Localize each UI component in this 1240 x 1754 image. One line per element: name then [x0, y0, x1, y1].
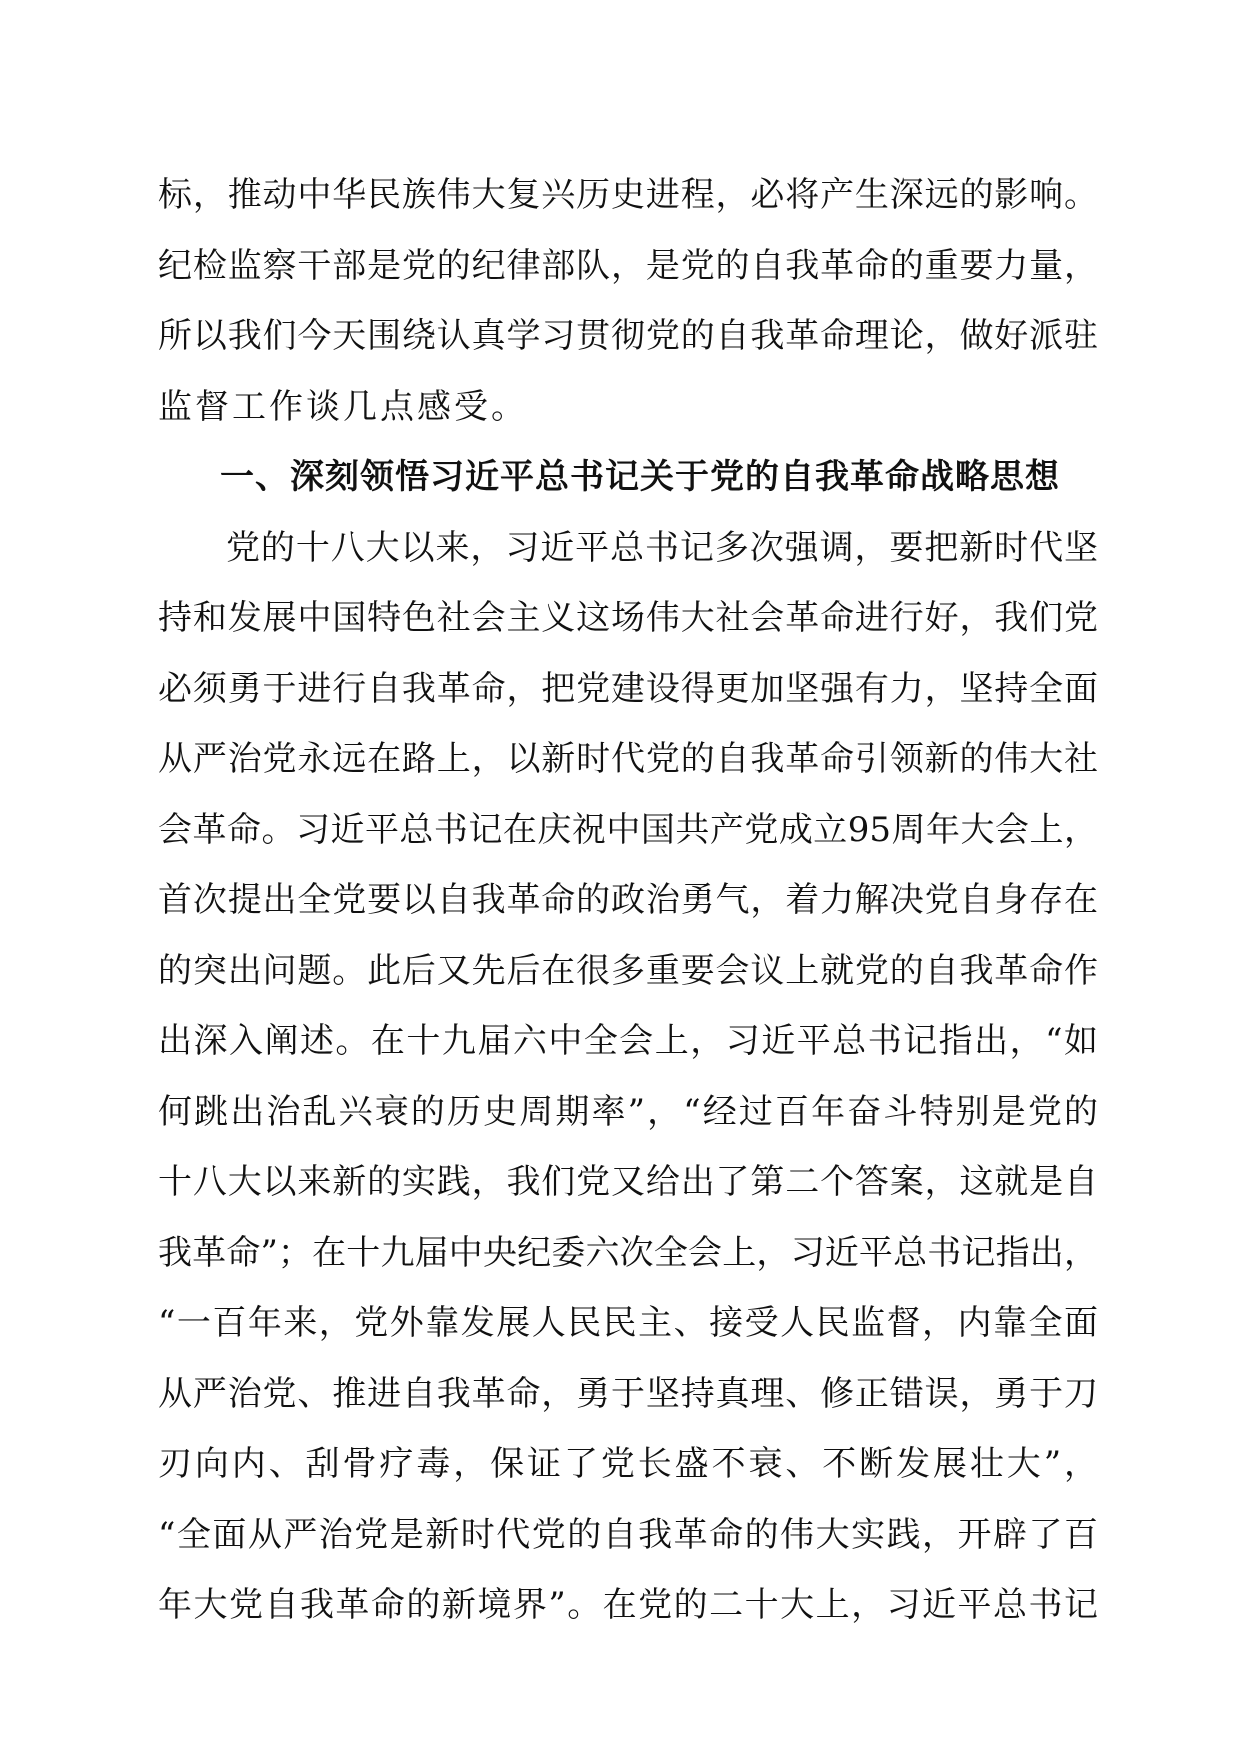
body-line: 会革命。习近平总书记在庆祝中国共产党成立95周年大会上，: [158, 809, 1098, 850]
body-line: 必须勇于进行自我革命，把党建设得更加坚强有力，坚持全面: [158, 668, 1098, 709]
body-line: 标，推动中华民族伟大复兴历史进程，必将产生深远的影响。: [158, 175, 1098, 215]
body-line: 十八大以来新的实践，我们党又给出了第二个答案，这就是自: [158, 1162, 1098, 1202]
body-line: 出深入阐述。在十九届六中全会上，习近平总书记指出，“如: [158, 1021, 1098, 1061]
body-line: 何跳出治乱兴衰的历史周期率”，“经过百年奋斗特别是党的: [158, 1091, 1098, 1132]
section-heading: 一、深刻领悟习近平总书记关于党的自我革命战略思想: [220, 457, 1060, 497]
body-line: “一百年来，党外靠发展人民民主、接受人民监督，内靠全面: [158, 1303, 1098, 1343]
body-line: 纪检监察干部是党的纪律部队，是党的自我革命的重要力量，: [158, 245, 1098, 286]
body-line: 首次提出全党要以自我革命的政治勇气，着力解决党自身存在: [158, 880, 1098, 920]
document-body: [158, 160, 1098, 1641]
body-line: “全面从严治党是新时代党的自我革命的伟大实践，开辟了百: [158, 1514, 1098, 1555]
body-line: 持和发展中国特色社会主义这场伟大社会革命进行好，我们党: [158, 598, 1098, 638]
body-line: 刃向内、刮骨疗毒，保证了党长盛不衰、不断发展壮大”，: [158, 1444, 1098, 1484]
body-line: 从严治党、推进自我革命，勇于坚持真理、修正错误，勇于刀: [158, 1373, 1098, 1414]
body-line: 的突出问题。此后又先后在很多重要会议上就党的自我革命作: [158, 950, 1098, 991]
body-line: 监督工作谈几点感受。: [158, 386, 528, 427]
body-line: 从严治党永远在路上，以新时代党的自我革命引领新的伟大社: [158, 739, 1098, 779]
body-line: 我革命”；在十九届中央纪委六次全会上，习近平总书记指出，: [158, 1232, 1098, 1273]
body-line: 年大党自我革命的新境界”。在党的二十大上，习近平总书记: [158, 1585, 1098, 1625]
body-line: 所以我们今天围绕认真学习贯彻党的自我革命理论，做好派驻: [158, 316, 1098, 356]
body-line: 党的十八大以来，习近平总书记多次强调，要把新时代坚: [226, 527, 1098, 568]
